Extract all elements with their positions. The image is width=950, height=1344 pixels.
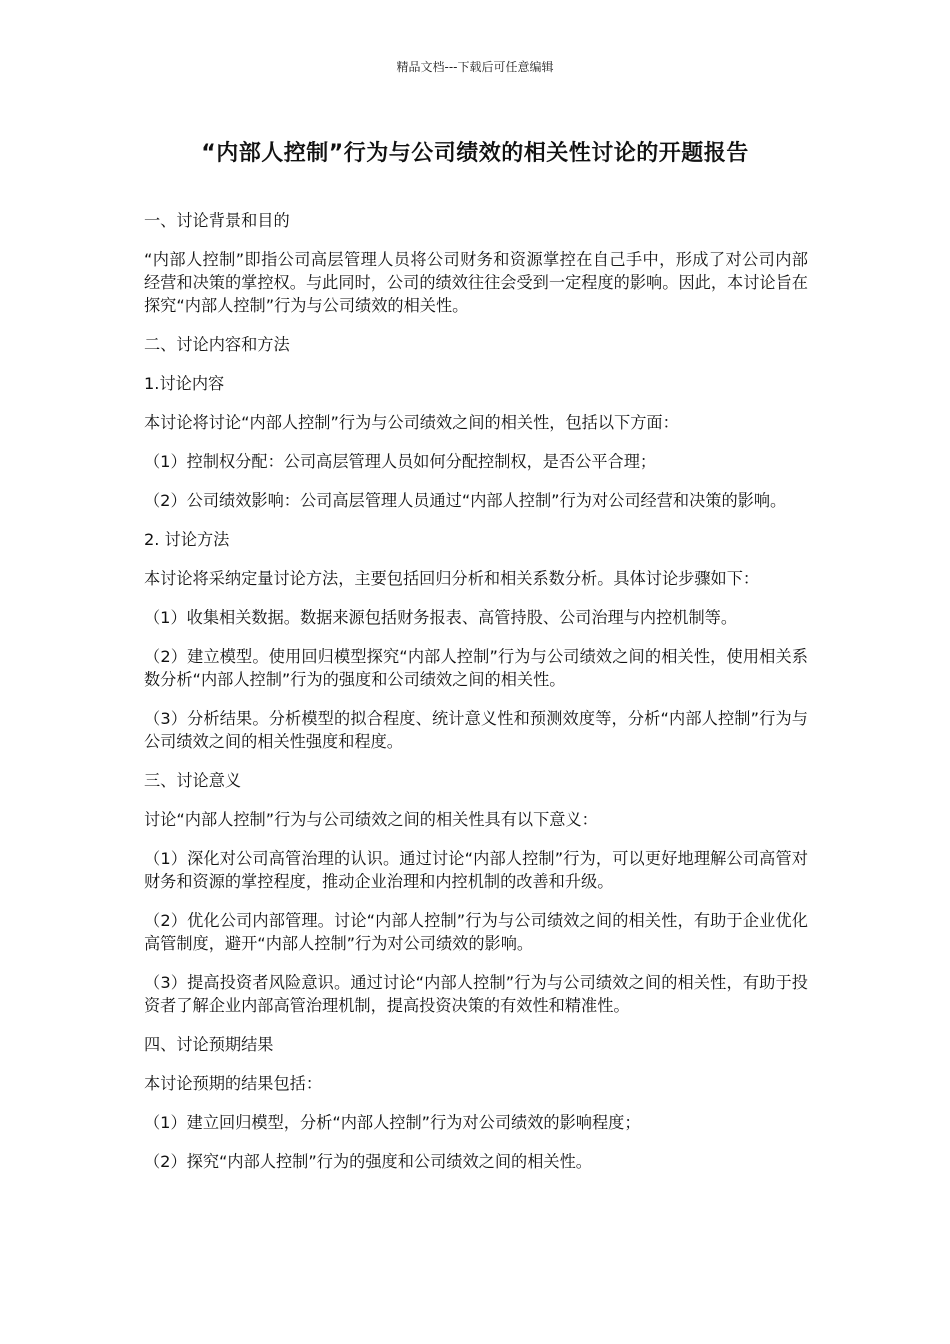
section-heading-significance: 三、讨论意义 <box>144 771 242 790</box>
section-heading-expected-results: 四、讨论预期结果 <box>144 1035 274 1054</box>
list-item-method-2: （2）建立模型。使用回归模型探究“内部人控制”行为与公司绩效之间的相关性，使用相关系数分析“内部人控制”行为的强度和公司绩效之间的相关性。 <box>144 647 808 689</box>
paragraph-background: “内部人控制”即指公司高层管理人员将公司财务和资源掌控在自己手中，形成了对公司内部经营和决策的掌控权。与此同时，公司的绩效往往会受到一定程度的影响。因此，本讨论旨在探究“内部人控制”行为与公司绩效的相关性。 <box>144 250 808 315</box>
document-title: “内部人控制”行为与公司绩效的相关性讨论的开题报告 <box>201 141 749 166</box>
subheading-method: 2. 讨论方法 <box>144 530 230 549</box>
list-item-method-1: （1）收集相关数据。数据来源包括财务报表、高管持股、公司治理与内控机制等。 <box>144 608 738 627</box>
paragraph-method-intro: 本讨论将采纳定量讨论方法，主要包括回归分析和相关系数分析。具体讨论步骤如下： <box>144 569 760 588</box>
document-body <box>144 209 808 1189</box>
list-item-significance-3: （3）提高投资者风险意识。通过讨论“内部人控制”行为与公司绩效之间的相关性，有助于投资者了解企业内部高管治理机制，提高投资决策的有效性和精准性。 <box>144 973 808 1015</box>
paragraph-content-intro: 本讨论将讨论“内部人控制”行为与公司绩效之间的相关性，包括以下方面： <box>144 413 679 432</box>
list-item-content-1: （1）控制权分配：公司高层管理人员如何分配控制权，是否公平合理； <box>144 452 657 471</box>
list-item-results-2: （2）探究“内部人控制”行为的强度和公司绩效之间的相关性。 <box>144 1152 592 1171</box>
list-item-significance-1: （1）深化对公司高管治理的认识。通过讨论“内部人控制”行为，可以更好地理解公司高管对财务和资源的掌控程度，推动企业治理和内控机制的改善和升级。 <box>144 849 808 891</box>
list-item-significance-2: （2）优化公司内部管理。讨论“内部人控制”行为与公司绩效之间的相关性，有助于企业优化高管制度，避开“内部人控制”行为对公司绩效的影响。 <box>144 911 808 953</box>
section-heading-background: 一、讨论背景和目的 <box>144 211 290 230</box>
paragraph-results-intro: 本讨论预期的结果包括： <box>144 1074 323 1093</box>
paragraph-significance-intro: 讨论“内部人控制”行为与公司绩效之间的相关性具有以下意义： <box>144 810 598 829</box>
list-item-results-1: （1）建立回归模型，分析“内部人控制”行为对公司绩效的影响程度； <box>144 1113 641 1132</box>
section-heading-content-method: 二、讨论内容和方法 <box>144 335 290 354</box>
list-item-method-3: （3）分析结果。分析模型的拟合程度、统计意义性和预测效度等，分析“内部人控制”行为与公司绩效之间的相关性强度和程度。 <box>144 709 808 751</box>
list-item-content-2: （2）公司绩效影响：公司高层管理人员通过“内部人控制”行为对公司经营和决策的影响。 <box>144 491 787 510</box>
subheading-content: 1.讨论内容 <box>144 374 225 393</box>
running-header: 精品文档---下载后可任意编辑 <box>396 60 554 74</box>
